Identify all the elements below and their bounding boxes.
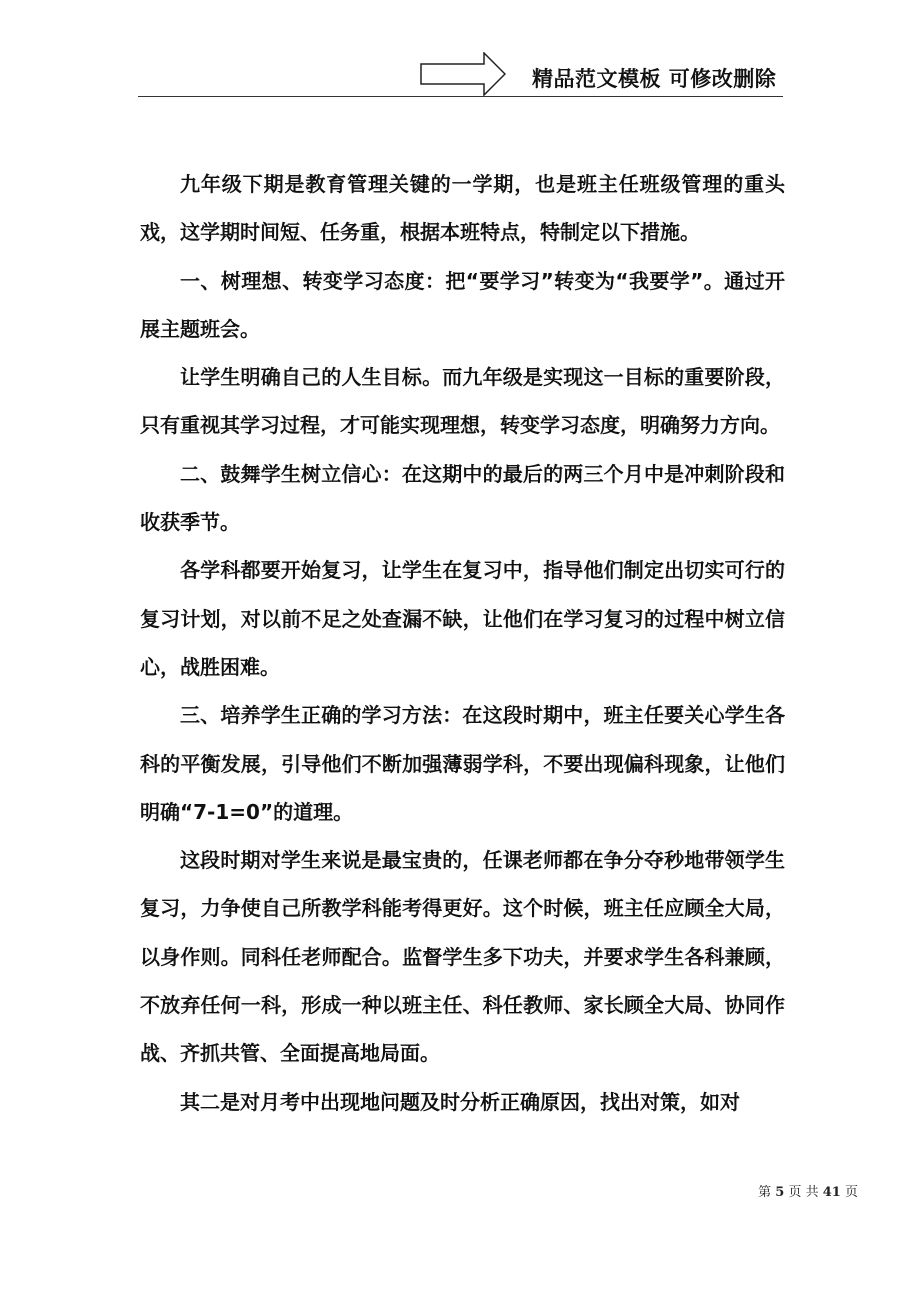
- paragraph: 九年级下期是教育管理关键的一学期，也是班主任班级管理的重头戏，这学期时间短、任务重，根据本班特点，特制定以下措施。: [140, 172, 785, 245]
- page-footer: [758, 1181, 858, 1200]
- page-header: [0, 0, 920, 100]
- header-divider: [138, 96, 783, 97]
- paragraph: 这段时期对学生来说是最宝贵的，任课老师都在争分夺秒地带领学生复习，力争使自己所教学科能考得更好。这个时候，班主任应顾全大局，以身作则。同科任老师配合。监督学生多下功夫，并要求学生各科兼顾，不放弃任何一科，形成一种以班主任、科任教师、家长顾全大局、协同作战、齐抓共管、全面提高地局面。: [140, 848, 785, 1066]
- paragraph: 三、培养学生正确的学习方法：在这段时期中，班主任要关心学生各科的平衡发展，引导他们不断加强薄弱学科，不要出现偏科现象，让他们明确“7-1=0”的道理。: [140, 703, 785, 824]
- right-arrow-icon: [420, 52, 506, 96]
- paragraph: 其二是对月考中出现地问题及时分析正确原因，找出对策，如对: [180, 1089, 740, 1114]
- total-page-count: 41: [822, 1185, 841, 1200]
- document-body: [140, 160, 785, 1126]
- paragraph: 让学生明确自己的人生目标。而九年级是实现这一目标的重要阶段，只有重视其学习过程，才可能实现理想，转变学习态度，明确努力方向。: [140, 365, 785, 438]
- header-title: 精品范文模板 可修改删除: [532, 67, 777, 91]
- footer-middle: 页 共: [788, 1185, 819, 1200]
- paragraph: 一、树理想、转变学习态度：把“要学习”转变为“我要学”。通过开展主题班会。: [140, 268, 785, 341]
- footer-suffix: 页: [844, 1185, 858, 1200]
- footer-prefix: 第: [758, 1185, 772, 1200]
- paragraph: 各学科都要开始复习，让学生在复习中，指导他们制定出切实可行的复习计划，对以前不足之处查漏不缺，让他们在学习复习的过程中树立信心，战胜困难。: [140, 558, 785, 679]
- paragraph: 二、鼓舞学生树立信心：在这期中的最后的两三个月中是冲刺阶段和收获季节。: [140, 461, 785, 535]
- current-page-number: 5: [775, 1185, 785, 1200]
